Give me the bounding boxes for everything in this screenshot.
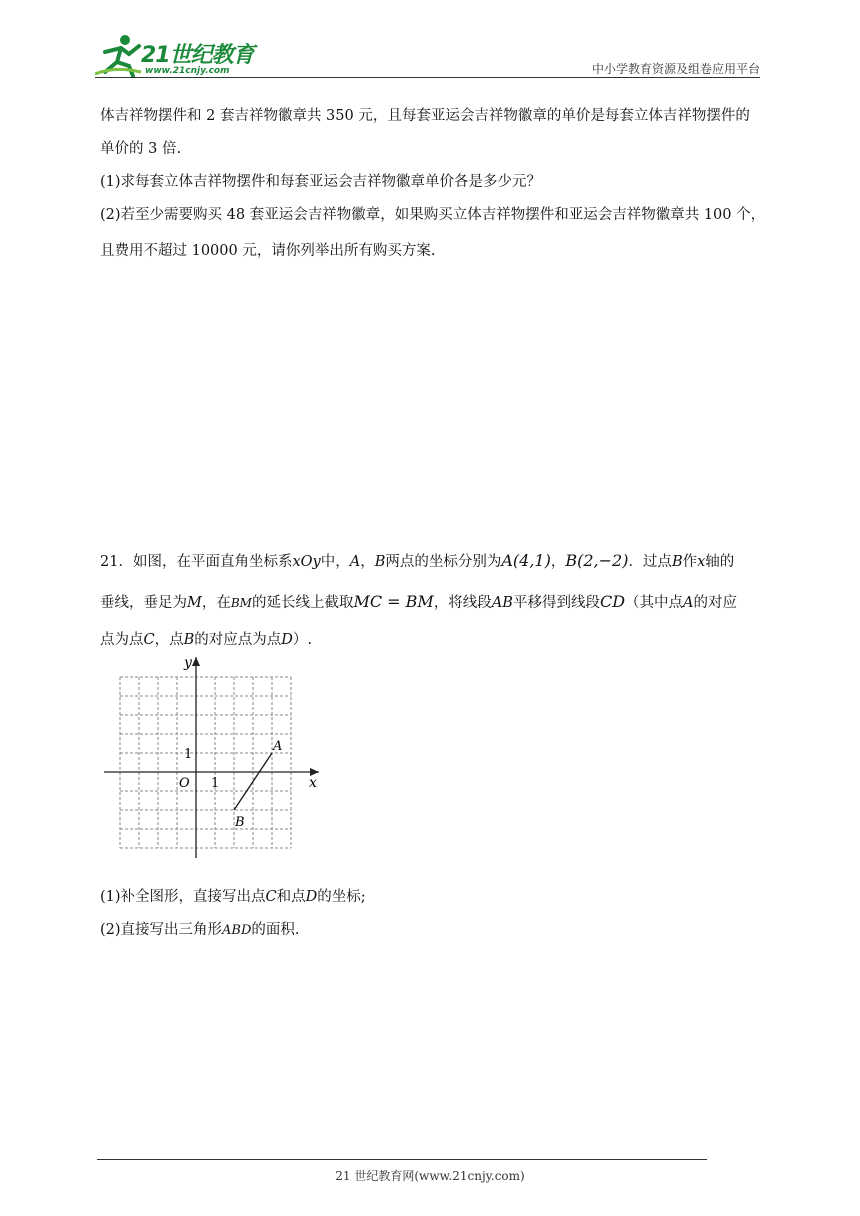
q21-line3 [100, 628, 765, 649]
q21-text: 中， [320, 554, 350, 570]
q21-text: (2)直接写出三角形 [100, 922, 223, 938]
q20-line2: 单价的 3 倍. [100, 141, 182, 157]
q21-math: BM [230, 596, 252, 610]
q21-math: D [305, 889, 318, 905]
q21-math: M [187, 595, 202, 611]
q21-text: 和点 [276, 889, 306, 905]
page-header [95, 28, 760, 80]
q21-text: 21．如图，在平面直角坐标系 [100, 554, 293, 570]
q21-math: ABD [222, 923, 252, 938]
q21-math: D [281, 632, 293, 648]
q21-math: B(2,−2) [565, 551, 629, 570]
q21-text: 轴的 [705, 554, 735, 570]
segment-ab [234, 753, 272, 810]
runner-logo-icon [95, 32, 143, 78]
q21-math: B [183, 632, 195, 648]
q21-text: ，将线段 [433, 595, 492, 611]
q20-line1: 体吉祥物摆件和 2 套吉祥物徽章共 350 元，且每套亚运会吉祥物徽章的单价是每套立体吉祥物摆件的 [100, 108, 750, 124]
q21-part2 [100, 918, 765, 939]
logo-url: www.21cnjy.com [145, 66, 230, 76]
q21-text: ， [550, 554, 566, 570]
coordinate-grid-figure [96, 648, 336, 868]
q21-text: ，点 [154, 632, 184, 648]
page-footer: 21 世纪教育网(www.21cnjy.com) [335, 1169, 525, 1183]
q21-math: C [143, 632, 155, 648]
platform-name: 中小学教育资源及组卷应用平台 [591, 62, 760, 76]
q21-text: ）. [292, 632, 313, 648]
axes [104, 657, 319, 858]
point-a-label: A [273, 739, 283, 754]
q21-text: ，在 [201, 595, 231, 611]
q21-math: xOy [292, 554, 321, 570]
q21-math: A [683, 595, 694, 611]
q21-text: 平移得到线段 [512, 595, 600, 611]
footer-divider [97, 1159, 707, 1160]
q21-text: 点为点 [100, 632, 144, 648]
q20-part2-line2: 且费用不超过 10000 元，请你列举出所有购买方案. [100, 243, 436, 259]
x-tick-label: 1 [211, 776, 220, 791]
q21-text: 两点的坐标分别为 [385, 554, 502, 570]
q21-text: 的面积. [251, 922, 300, 938]
site-logo [95, 32, 265, 78]
q21-math: AB [491, 595, 513, 611]
origin-label: O [179, 776, 190, 791]
q21-part1 [100, 885, 765, 906]
q21-math: A [349, 554, 361, 570]
q21-line1 [100, 550, 765, 571]
q21-math: B [671, 554, 683, 570]
point-b-label: B [235, 815, 245, 830]
q21-math: x [697, 554, 706, 570]
y-axis-label: y [184, 655, 192, 671]
x-axis-label: x [309, 775, 317, 791]
q21-math: A(4,1) [501, 551, 551, 570]
q21-text: (1)补全图形，直接写出点 [100, 889, 266, 905]
y-axis-arrow-icon [192, 657, 200, 666]
q21-line2 [100, 591, 765, 612]
logo-text: 21世纪教育 [141, 43, 254, 68]
q21-text: 的对应 [693, 595, 738, 611]
header-divider [95, 77, 760, 78]
q21-text: 垂线，垂足为 [100, 595, 187, 611]
q21-math: B [374, 554, 386, 570]
q21-text: 的坐标; [317, 889, 366, 905]
q21-text: ．过点 [628, 554, 672, 570]
q20-part2-line1: (2)若至少需要购买 48 套亚运会吉祥物徽章，如果购买立体吉祥物摆件和亚运会吉祥物徽章共 100 个， [100, 207, 766, 223]
y-tick-label: 1 [184, 747, 193, 762]
q21-text: 的对应点为点 [194, 632, 282, 648]
q21-math: C [265, 889, 277, 905]
q21-text: 作 [682, 554, 698, 570]
q21-math: CD [599, 592, 626, 611]
q21-math: MC = BM [353, 592, 434, 611]
q21-text: ， [360, 554, 375, 570]
q20-part1: (1)求每套立体吉祥物摆件和每套亚运会吉祥物徽章单价各是多少元？ [100, 174, 542, 190]
q21-text: （其中点 [625, 595, 684, 611]
q21-text: 的延长线上截取 [251, 595, 354, 611]
